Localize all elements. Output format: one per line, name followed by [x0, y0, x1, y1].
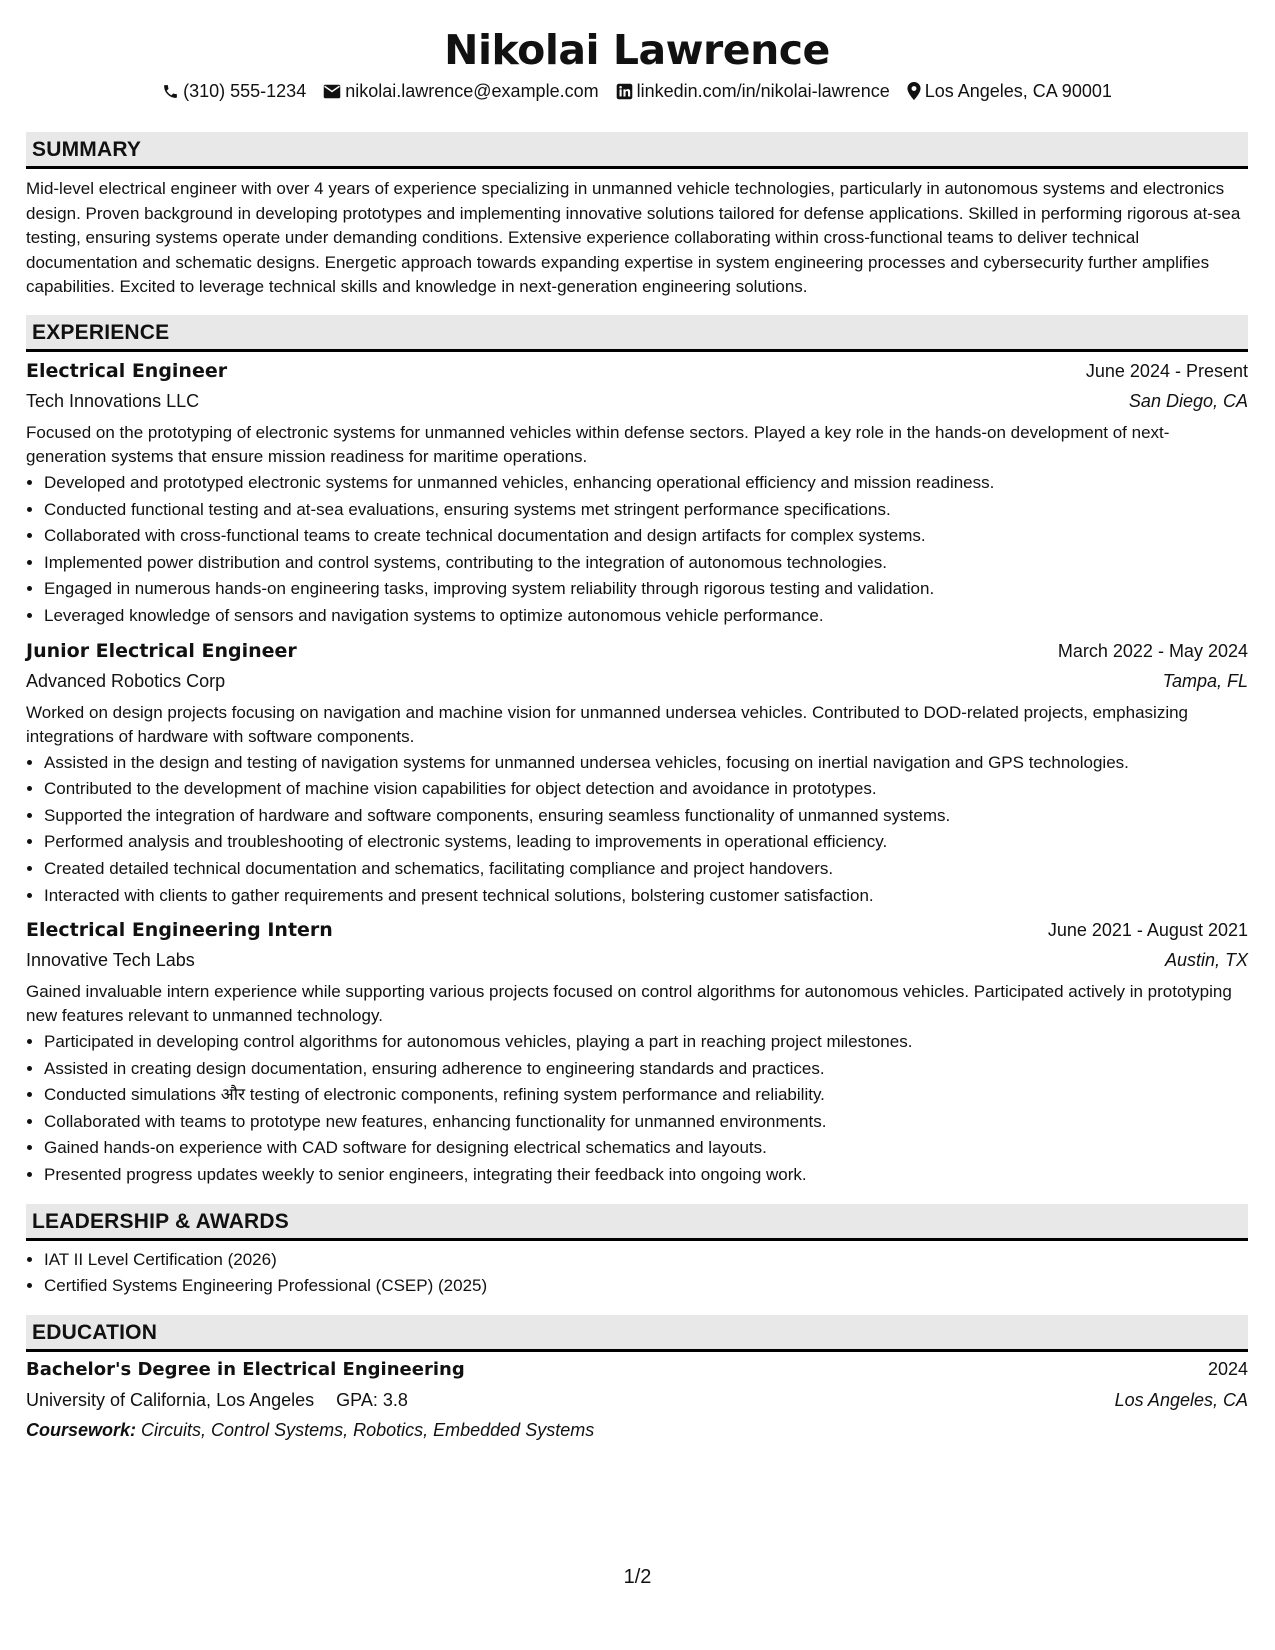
list-item: • Conducted functional testing and at-sea evaluations, ensuring systems met stringent performance specifications. — [44, 497, 1248, 524]
phone-text: (310) 555-1234 — [183, 81, 307, 101]
coursework-label: Coursework: — [26, 1419, 137, 1440]
job-date: June 2024 - Present — [1085, 360, 1248, 381]
linkedin-icon — [616, 83, 633, 100]
list-item: • Presented progress updates weekly to senior engineers, integrating their feedback into ongoing work. — [44, 1162, 1248, 1189]
list-item: • Implemented power distribution and control systems, contributing to the integration of autonomous technologies. — [44, 550, 1248, 577]
school-line — [26, 1385, 408, 1415]
experience-heading: EXPERIENCE — [26, 315, 1248, 352]
map-pin-icon — [907, 82, 921, 100]
job-description: Focused on the prototyping of electronic systems for unmanned vehicles within defense sectors. Played a key role in the hands-on development of next-generation systems that ensure mission readiness for maritime operations. — [26, 422, 1170, 466]
school-name: University of California, Los Angeles — [26, 1389, 315, 1410]
job-description: Gained invaluable intern experience while supporting various projects focused on control algorithms for autonomous vehicles. Participated actively in prototyping new features relevant to unmanned technology. — [26, 982, 1232, 1026]
list-item: • IAT II Level Certification (2026) — [44, 1247, 1248, 1274]
awards-section — [26, 1204, 1248, 1300]
job-entry — [26, 915, 1248, 1189]
job-entry — [26, 636, 1248, 910]
gpa: GPA: 3.8 — [336, 1389, 408, 1410]
job-location: Tampa, FL — [1162, 670, 1248, 691]
email-text: nikolai.lawrence@example.com — [345, 81, 599, 101]
list-item: • Collaborated with cross-functional teams to create technical documentation and design artifacts for complex systems. — [44, 523, 1248, 550]
contact-linkedin[interactable] — [616, 78, 890, 104]
job-bullets — [26, 750, 1248, 910]
list-item: • Assisted in the design and testing of navigation systems for unmanned undersea vehicles, focusing on inertial navigation and GPS technologies. — [44, 750, 1248, 777]
job-date: March 2022 - May 2024 — [1057, 640, 1248, 661]
job-description: Worked on design projects focusing on navigation and machine vision for unmanned undersea vehicles. Contributed to DOD-related projects, emphasizing integrations of hardware with software components. — [26, 702, 1189, 746]
job-date: June 2021 - August 2021 — [1047, 920, 1248, 941]
page-number: 1/2 — [623, 1566, 652, 1588]
graduation-year: 2024 — [1207, 1358, 1248, 1379]
resume-page — [26, 0, 1248, 1445]
job-bullets — [26, 470, 1248, 630]
list-item: • Interacted with clients to gather requirements and present technical solutions, bolstering customer satisfaction. — [44, 883, 1248, 910]
candidate-name: Nikolai Lawrence — [444, 26, 830, 74]
list-item: • Created detailed technical documentation and schematics, facilitating compliance and project handovers. — [44, 856, 1248, 883]
summary-heading: SUMMARY — [26, 132, 1248, 169]
summary-text: Mid-level electrical engineer with over 4 years of experience specializing in unmanned vehicle technologies, particularly in autonomous systems and electronics design. Proven background in developing prototypes and implementing innovative solutions tailored for defense applications. Skilled in performing rigorous at-sea testing, ensuring systems operate under demanding conditions. Extensive experience collaborating within cross-functional teams to deliver technical documentation and schematic designs. Energetic approach towards expanding expertise in system engineering processes and cybersecurity further amplifies capabilities. Excited to leverage technical skills and knowledge in next-generation engineering solutions. — [26, 179, 1241, 297]
list-item: • Engaged in numerous hands-on engineering tasks, improving system reliability through rigorous testing and validation. — [44, 576, 1248, 603]
job-entry — [26, 356, 1248, 630]
contact-location — [907, 78, 1112, 104]
education-section — [26, 1315, 1248, 1445]
coursework-text: Circuits, Control Systems, Robotics, Embedded Systems — [141, 1419, 595, 1440]
job-company: Advanced Robotics Corp — [26, 670, 226, 691]
job-bullets — [26, 1029, 1248, 1189]
education-heading: EDUCATION — [26, 1315, 1248, 1352]
job-location: Austin, TX — [1164, 950, 1248, 971]
degree-title: Bachelor's Degree in Electrical Engineering — [26, 1358, 465, 1380]
list-item: • Participated in developing control algorithms for autonomous vehicles, playing a part in reaching project milestones. — [44, 1029, 1248, 1056]
list-item: • Supported the integration of hardware and software components, ensuring seamless functionality of unmanned systems. — [44, 803, 1248, 830]
envelope-icon — [323, 84, 341, 99]
coursework-line — [26, 1415, 1248, 1445]
experience-section — [26, 315, 1248, 1189]
list-item: • Performed analysis and troubleshooting of electronic systems, leading to improvements in operational efficiency. — [44, 829, 1248, 856]
contact-phone[interactable] — [162, 78, 306, 104]
job-location: San Diego, CA — [1128, 390, 1248, 411]
contact-bar — [26, 78, 1248, 104]
list-item: • Conducted simulations और testing of electronic components, refining system performance and reliability. — [44, 1082, 1248, 1109]
list-item: • Gained hands-on experience with CAD software for designing electrical schematics and layouts. — [44, 1135, 1248, 1162]
awards-heading: LEADERSHIP & AWARDS — [26, 1204, 1248, 1241]
list-item: • Developed and prototyped electronic systems for unmanned vehicles, enhancing operational efficiency and mission readiness. — [44, 470, 1248, 497]
phone-icon — [162, 83, 179, 100]
job-title: Electrical Engineer — [26, 359, 228, 382]
list-item: • Collaborated with teams to prototype new features, enhancing functionality for unmanned environments. — [44, 1109, 1248, 1136]
list-item: • Certified Systems Engineering Professional (CSEP) (2025) — [44, 1273, 1248, 1300]
school-location: Los Angeles, CA — [1114, 1389, 1248, 1410]
job-company: Tech Innovations LLC — [26, 390, 200, 411]
job-title: Junior Electrical Engineer — [26, 639, 297, 662]
contact-email[interactable] — [323, 78, 598, 104]
linkedin-text: linkedin.com/in/nikolai-lawrence — [636, 81, 890, 101]
awards-list — [26, 1247, 1248, 1300]
list-item: • Assisted in creating design documentation, ensuring adherence to engineering standards and practices. — [44, 1056, 1248, 1083]
job-company: Innovative Tech Labs — [26, 950, 195, 971]
list-item: • Leveraged knowledge of sensors and navigation systems to optimize autonomous vehicle performance. — [44, 603, 1248, 630]
location-text: Los Angeles, CA 90001 — [924, 81, 1112, 101]
list-item: • Contributed to the development of machine vision capabilities for object detection and avoidance in prototypes. — [44, 776, 1248, 803]
summary-section — [26, 132, 1248, 300]
job-title: Electrical Engineering Intern — [26, 919, 333, 942]
